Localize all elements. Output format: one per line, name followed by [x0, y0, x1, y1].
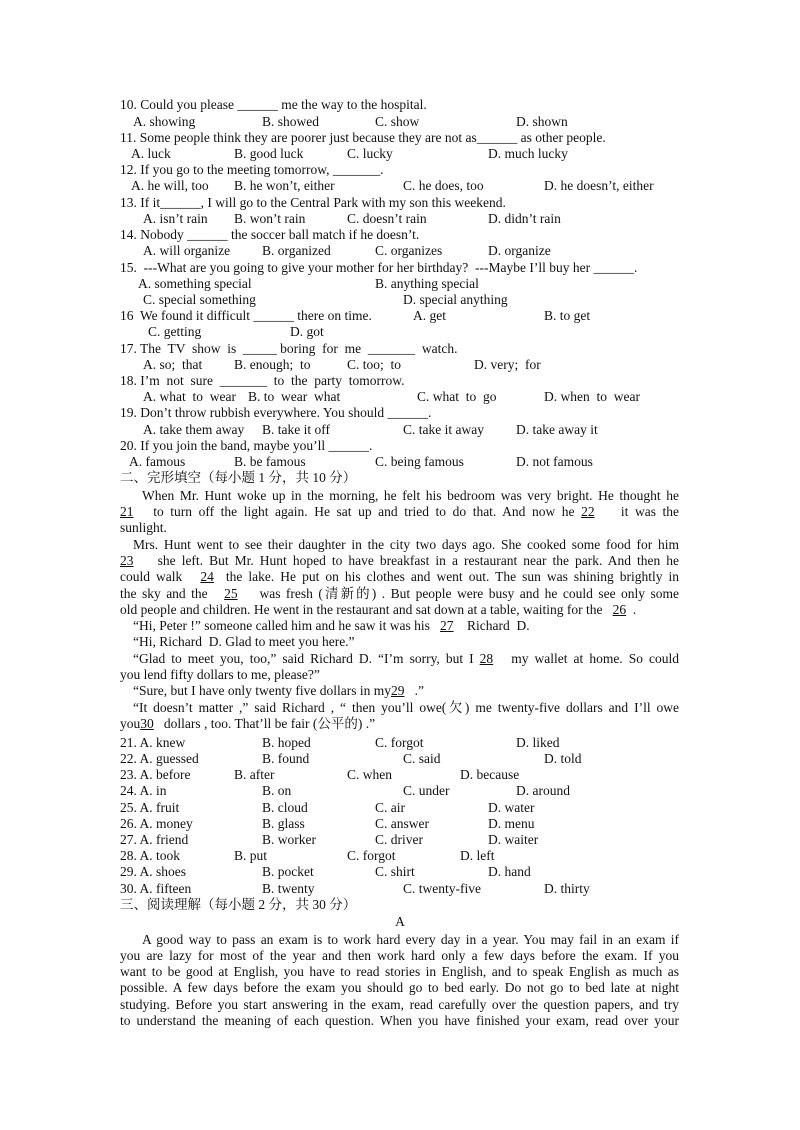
blank-23: 23 [120, 553, 134, 568]
cloze-text: “Sure, but I have only twenty five dollars in my [133, 683, 391, 698]
cloze-option: C. answer [375, 816, 429, 831]
option: D. special anything [403, 292, 508, 307]
option: D. very; for [474, 357, 541, 372]
question-17: 17. The TV show is _____ boring for me _______ watch. [120, 341, 458, 356]
reading-line: you are lazy for most of the year and then work hard only a few days before the exam. If you [120, 948, 679, 963]
cloze-line [120, 569, 679, 585]
cloze-option-row [0, 767, 800, 783]
blank-22: 22 [581, 504, 595, 519]
option: D. take away it [516, 422, 598, 437]
passage-label: A [395, 914, 405, 929]
reading-line: A good way to pass an exam is to work hard every day in a year. You may fail in an exam if [142, 932, 679, 947]
option: A. what to wear [143, 389, 236, 404]
blank-30: 30 [140, 716, 154, 731]
cloze-text: Richard D. [467, 618, 530, 633]
options-11 [0, 146, 800, 162]
cloze-option: B. on [262, 783, 292, 798]
cloze-option: D. left [460, 848, 495, 863]
option: B. organized [262, 243, 331, 258]
reading-line: to understand the meaning of each question. When you have finished your exam, read over your [120, 1013, 679, 1028]
option: A. take them away [143, 422, 245, 437]
cloze-option-row [0, 783, 800, 799]
cloze-text: “Hi, Peter !” someone called him and he saw it was his [133, 618, 430, 633]
question-12: 12. If you go to the meeting tomorrow, _______. [120, 162, 384, 177]
option: A. he will, too [131, 178, 209, 193]
option: A. luck [131, 146, 171, 161]
cloze-option: B. twenty [262, 881, 315, 896]
options-16 [0, 324, 800, 340]
options-15b [0, 292, 800, 308]
cloze-option-row [0, 751, 800, 767]
option: C. too; to [347, 357, 402, 372]
option: B. enough; to [234, 357, 311, 372]
question-16: 16 We found it difficult ______ there on time. [120, 308, 372, 323]
cloze-option: D. thirty [544, 881, 590, 896]
question-20: 20. If you join the band, maybe you’ll ______. [120, 438, 373, 453]
options-13 [0, 211, 800, 227]
option: D. not famous [516, 454, 593, 469]
cloze-option: D. hand [488, 864, 531, 879]
cloze-line [120, 504, 679, 520]
cloze-text: the lake. He put on his clothes and went out. The sun was shining brightly in [225, 569, 679, 584]
cloze-option: 29. A. shoes [120, 864, 187, 879]
option: C. lucky [347, 146, 393, 161]
option: C. being famous [375, 454, 464, 469]
reading-line: possible. A few days before the exam you should go to bed early. Do not go to bed late at night [120, 980, 679, 995]
option: A. will organize [143, 243, 231, 258]
cloze-option: 22. A. guessed [120, 751, 199, 766]
option: B. to wear what [248, 389, 341, 404]
blank-27: 27 [440, 618, 454, 633]
option: D. didn’t rain [488, 211, 561, 226]
option: A. famous [129, 454, 186, 469]
cloze-option: B. worker [262, 832, 316, 847]
cloze-line: When Mr. Hunt woke up in the morning, he felt his bedroom was very bright. He thought he [142, 488, 679, 503]
option: C. doesn’t rain [347, 211, 427, 226]
cloze-line [120, 716, 375, 732]
options-10 [0, 114, 800, 130]
option: C. special something [143, 292, 256, 307]
options-18 [0, 389, 800, 405]
cloze-text: .” [414, 683, 424, 698]
cloze-option: B. put [234, 848, 268, 863]
option: D. much lucky [488, 146, 568, 161]
question-15: 15. ---What are you going to give your mother for her birthday? ---Maybe I’ll buy her ______. [120, 260, 638, 275]
option: B. good luck [234, 146, 304, 161]
option: A. something special [138, 276, 252, 291]
blank-29: 29 [390, 683, 405, 698]
question-11: 11. Some people think they are poorer just because they are not as______ as other people. [120, 130, 606, 145]
cloze-option: D. around [516, 783, 570, 798]
option: C. organizes [375, 243, 443, 258]
options-15a [0, 276, 800, 292]
cloze-option: B. cloud [262, 800, 308, 815]
cloze-line [120, 553, 679, 569]
cloze-line: “Hi, Richard D. Glad to meet you here.” [133, 634, 355, 649]
options-14 [0, 243, 800, 259]
question-19: 19. Don’t throw rubbish everywhere. You should ______. [120, 405, 432, 420]
option: C. take it away [403, 422, 484, 437]
cloze-option-row [0, 832, 800, 848]
cloze-option: D. waiter [488, 832, 539, 847]
cloze-option: C. air [375, 800, 405, 815]
blank-28: 28 [479, 651, 494, 666]
cloze-option-row [0, 881, 800, 897]
option: B. won’t rain [234, 211, 306, 226]
cloze-text: “Glad to meet you, too,” said Richard D. “I’m sorry, but I [133, 651, 474, 666]
cloze-option-row [0, 800, 800, 816]
option: C. getting [148, 324, 202, 339]
cloze-text: she left. But Mr. Hunt hoped to have breakfast in a restaurant near the park. And then he [157, 553, 680, 568]
question-13: 13. If it______, I will go to the Central Park with my son this weekend. [120, 195, 506, 210]
reading-line: studying. Before you start answering in the exam, read carefully over the question papers, and try [120, 997, 679, 1012]
cloze-line [133, 651, 679, 667]
cloze-text: you [120, 716, 141, 731]
cloze-option-row [0, 816, 800, 832]
option: D. got [290, 324, 324, 339]
cloze-line: old people and children. He went in the restaurant and sat down at a table, waiting for the 26 . [120, 602, 637, 617]
options-20 [0, 454, 800, 470]
cloze-option: B. hoped [262, 735, 311, 750]
cloze-line: you lend fifty dollars to me, please?” [120, 667, 320, 682]
blank-26: 26 [612, 602, 627, 617]
cloze-option: D. menu [488, 816, 535, 831]
option: D. he doesn’t, either [544, 178, 654, 193]
cloze-option: C. said [403, 751, 441, 766]
cloze-text: dollars , too. That’ll be fair (公平的) .” [163, 716, 376, 731]
cloze-line: “It doesn’t matter ,” said Richard , “ then you’ll owe(欠) me twenty-five dollars and I’ll owe [133, 700, 679, 715]
cloze-text: the sky and the [120, 586, 208, 601]
cloze-option: C. when [347, 767, 392, 782]
question-18: 18. I’m not sure _______ to the party tomorrow. [120, 373, 405, 388]
cloze-option: B. pocket [262, 864, 314, 879]
cloze-option: B. after [234, 767, 275, 782]
cloze-option: C. twenty-five [403, 881, 481, 896]
option: A. isn’t rain [143, 211, 208, 226]
cloze-option: 24. A. in [120, 783, 167, 798]
option: C. show [375, 114, 420, 129]
section-heading-reading: 三、阅读理解（每小题 2 分，共 30 分） [120, 897, 357, 912]
option: B. anything special [375, 276, 479, 291]
option: C. what to go [417, 389, 497, 404]
options-17 [0, 357, 800, 373]
blank-21: 21 [120, 504, 134, 519]
cloze-option: D. because [460, 767, 520, 782]
question-14: 14. Nobody ______ the soccer ball match if he doesn’t. [120, 227, 420, 242]
cloze-line: Mrs. Hunt went to see their daughter in the city two days ago. She cooked some food for him [133, 537, 679, 552]
cloze-option: B. glass [262, 816, 305, 831]
cloze-line: sunlight. [120, 520, 167, 535]
option: B. showed [262, 114, 319, 129]
cloze-option: 28. A. took [120, 848, 181, 863]
cloze-option-row [0, 864, 800, 880]
option: A. showing [133, 114, 196, 129]
section-heading-cloze: 二、完形填空（每小题 1 分，共 10 分） [120, 470, 357, 485]
cloze-option-row [0, 848, 800, 864]
blank-25: 25 [224, 586, 238, 601]
cloze-text: my wallet at home. So could [511, 651, 679, 666]
cloze-option: 30. A. fifteen [120, 881, 192, 896]
reading-line: want to be good at English, you have to read stories in English, and to speak English as much as [120, 964, 679, 979]
options-19 [0, 422, 800, 438]
cloze-option: 27. A. friend [120, 832, 189, 847]
option: D. when to wear [544, 389, 640, 404]
cloze-option: 25. A. fruit [120, 800, 180, 815]
cloze-option: C. shirt [375, 864, 415, 879]
cloze-option: 21. A. knew [120, 735, 186, 750]
cloze-text: to turn off the light again. He sat up and tried to do that. And now he [153, 504, 575, 519]
cloze-option-row [0, 735, 800, 751]
option: B. to get [544, 308, 591, 323]
cloze-text: could walk [120, 569, 183, 584]
question-10: 10. Could you please ______ me the way to the hospital. [120, 97, 427, 112]
option: D. shown [516, 114, 568, 129]
option: D. organize [488, 243, 551, 258]
cloze-text: was fresh (清新的) . But people were busy and he could see only some [259, 586, 680, 601]
cloze-text: it was the [620, 504, 680, 519]
option: B. be famous [234, 454, 306, 469]
option: A. get [413, 308, 446, 323]
option: B. he won’t, either [234, 178, 335, 193]
option: B. take it off [262, 422, 330, 437]
option: A. so; that [143, 357, 203, 372]
cloze-option: 23. A. before [120, 767, 191, 782]
cloze-line [120, 586, 679, 602]
cloze-option: 26. A. money [120, 816, 193, 831]
question-16-row [0, 308, 800, 324]
cloze-option: C. forgot [375, 735, 424, 750]
options-12 [0, 178, 800, 194]
cloze-line [133, 618, 530, 634]
cloze-option: B. found [262, 751, 310, 766]
blank-24: 24 [200, 569, 214, 584]
cloze-option: C. driver [375, 832, 423, 847]
cloze-line [133, 683, 424, 699]
cloze-option: D. water [488, 800, 535, 815]
cloze-option: D. told [544, 751, 582, 766]
cloze-option: C. forgot [347, 848, 396, 863]
option: C. he does, too [403, 178, 484, 193]
cloze-option: D. liked [516, 735, 560, 750]
cloze-text: old people and children. He went in the restaurant and sat down at a table, waiting for the [120, 602, 603, 617]
cloze-option: C. under [403, 783, 450, 798]
